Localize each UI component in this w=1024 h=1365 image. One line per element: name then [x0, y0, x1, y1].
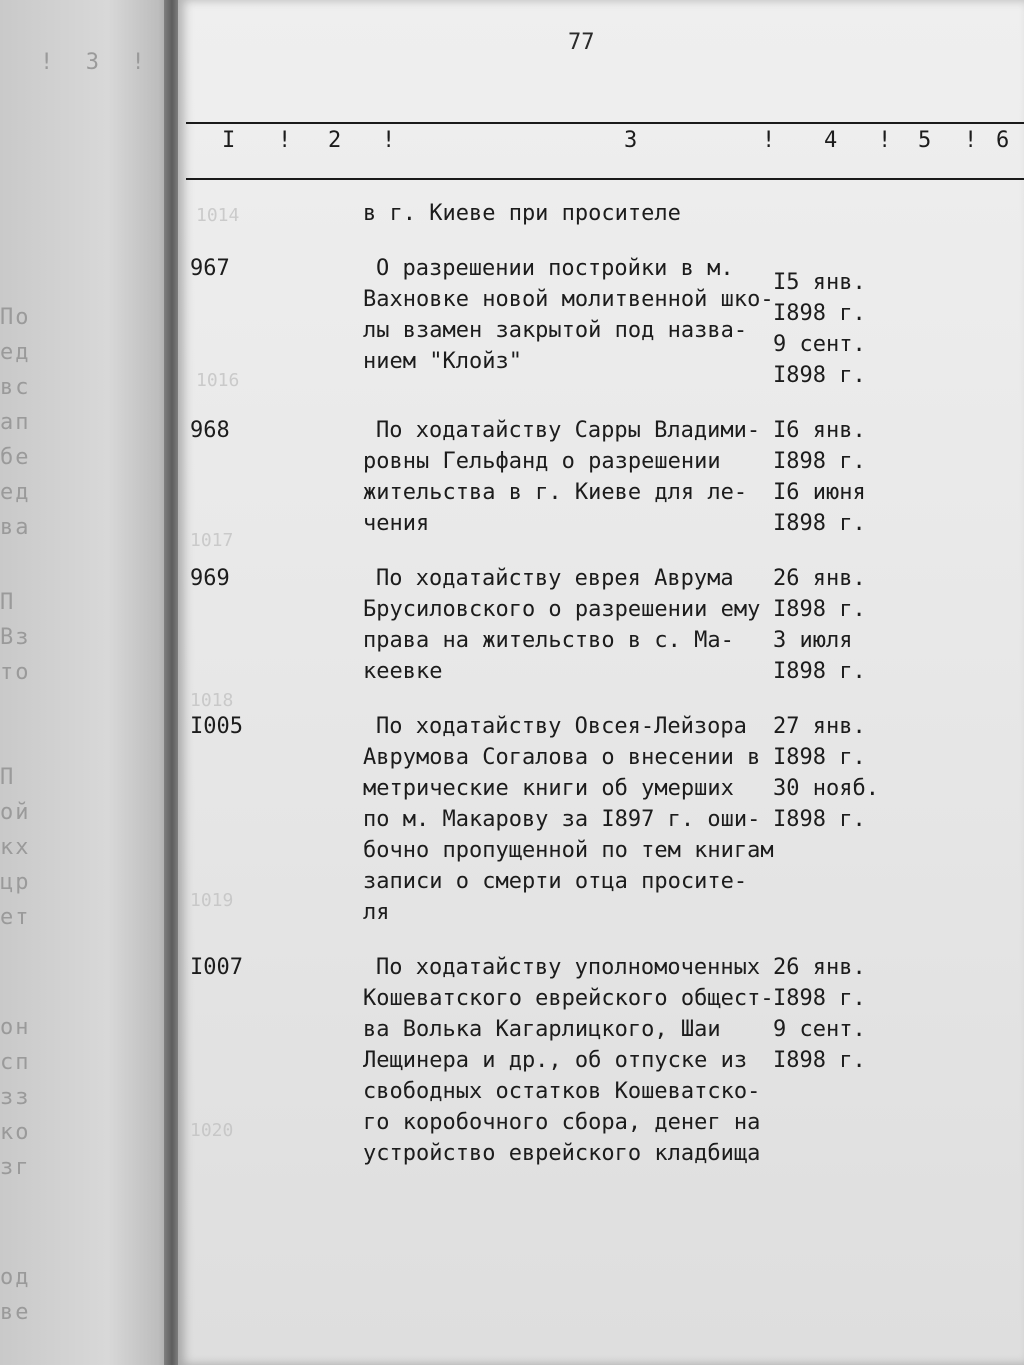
table-row	[178, 563, 1024, 687]
bleed-through-text: ко	[0, 1120, 31, 1145]
description-line: нием "Клойз"	[363, 349, 522, 374]
bleed-through-text: кх	[0, 835, 31, 860]
bleed-through-text: цр	[0, 870, 31, 895]
date-line: I898 г.	[773, 807, 866, 832]
description-line: Кошеватского еврейского общест-	[363, 986, 774, 1011]
bleed-through-text: ед	[0, 340, 31, 365]
bleed-through-text: ва	[0, 515, 31, 540]
column-header: I	[222, 128, 236, 153]
bleed-through-text: зз	[0, 1085, 31, 1110]
column-separator: !	[382, 128, 396, 153]
date-line: 9 сент.	[773, 332, 866, 357]
description-line: устройство еврейского кладбища	[363, 1141, 761, 1166]
date-line: 26 янв.	[773, 955, 866, 980]
date-line: I898 г.	[773, 745, 866, 770]
description-line: го коробочного сбора, денег на	[363, 1110, 761, 1135]
date-line: 9 сент.	[773, 1017, 866, 1042]
date-line: 26 янв.	[773, 566, 866, 591]
previous-page-edge	[0, 0, 180, 1365]
column-separator: !	[964, 128, 978, 153]
description-line: метрические книги об умерших	[363, 776, 734, 801]
bleed-through-text: 1019	[190, 890, 234, 911]
description-line: Аврумова Согалова о внесении в	[363, 745, 761, 770]
bleed-through-text: он	[0, 1015, 31, 1040]
description-line: жительства в г. Киеве для ле-	[363, 480, 748, 505]
date-line: I898 г.	[773, 511, 866, 536]
date-line: I898 г.	[773, 659, 866, 684]
description-line: свободных остатков Кошеватско-	[363, 1079, 761, 1104]
table-header-rule	[186, 178, 1024, 180]
entry-description	[363, 415, 773, 539]
table-row	[178, 711, 1024, 928]
document-page	[178, 0, 1024, 1365]
bleed-through-text: зг	[0, 1155, 31, 1180]
entry-description	[363, 253, 773, 377]
bleed-through-text: од	[0, 1265, 31, 1290]
bleed-through-text: По	[0, 305, 31, 330]
column-header: 5	[918, 128, 932, 153]
bleed-through-text: вс	[0, 375, 31, 400]
column-separator: !	[762, 128, 776, 153]
description-line: лы взамен закрытой под назва-	[363, 318, 748, 343]
entry-description	[363, 563, 773, 687]
description-line: бочно пропущенной по тем книгам	[363, 838, 774, 863]
column-header: 2	[328, 128, 342, 153]
bleed-through-text: ! 3 !	[40, 50, 147, 75]
description-line: По ходатайству Овсея-Лейзора	[376, 714, 747, 739]
bleed-through-text: 1017	[190, 530, 234, 551]
date-line: I5 янв.	[773, 270, 866, 295]
table-body	[178, 198, 1024, 1193]
description-line: записи о смерти отца просите-	[363, 869, 748, 894]
entry-description	[363, 198, 773, 229]
entry-dates	[773, 415, 883, 539]
continuation-row	[178, 198, 1024, 229]
column-header: 6	[996, 128, 1010, 153]
description-line: Лещинера и др., об отпуске из	[363, 1048, 748, 1073]
bleed-through-text: 1014	[196, 205, 240, 226]
entry-number: I007	[190, 955, 243, 980]
date-line: 27 янв.	[773, 714, 866, 739]
column-separator: !	[278, 128, 292, 153]
description-line: кеевке	[363, 659, 443, 684]
description-line: ва Волька Кагарлицкого, Шаи	[363, 1017, 721, 1042]
entry-description	[363, 711, 773, 928]
bleed-through-text: ап	[0, 410, 31, 435]
bleed-through-text: П	[0, 590, 16, 615]
description-line: По ходатайству уполномоченных	[376, 955, 761, 980]
bleed-through-text: 1016	[196, 370, 240, 391]
description-line: ровны Гельфанд о разрешении	[363, 449, 721, 474]
date-line: I898 г.	[773, 301, 866, 326]
bleed-through-text: ве	[0, 1300, 31, 1325]
column-header: 4	[824, 128, 838, 153]
bleed-through-text: сп	[0, 1050, 31, 1075]
bleed-through-text: ед	[0, 480, 31, 505]
description-line: по м. Макарову за I897 г. оши-	[363, 807, 761, 832]
entry-number: 968	[190, 418, 230, 443]
table-top-rule	[186, 122, 1024, 124]
bleed-through-text: П	[0, 765, 16, 790]
entry-description	[363, 952, 773, 1169]
bleed-through-text: то	[0, 660, 31, 685]
table-row	[178, 952, 1024, 1169]
date-line: 30 нояб.	[773, 776, 879, 801]
entry-number: 967	[190, 256, 230, 281]
bleed-through-text: ет	[0, 905, 31, 930]
date-line: I898 г.	[773, 597, 866, 622]
date-line: I898 г.	[773, 449, 866, 474]
description-line: По ходатайству Сарры Владими-	[376, 418, 761, 443]
date-line: 3 июля	[773, 628, 853, 653]
description-line: в г. Киеве при просителе	[363, 201, 681, 226]
description-line: чения	[363, 511, 430, 536]
date-line: I6 июня	[773, 480, 866, 505]
entry-number: 969	[190, 566, 230, 591]
table-row	[178, 253, 1024, 391]
date-line: I6 янв.	[773, 418, 866, 443]
bleed-through-text: Вз	[0, 625, 31, 650]
table-row	[178, 415, 1024, 539]
description-line: Брусиловского о разрешении ему	[363, 597, 761, 622]
date-line: I898 г.	[773, 1048, 866, 1073]
column-header: 3	[624, 128, 638, 153]
date-line: I898 г.	[773, 986, 866, 1011]
description-line: ля	[363, 900, 390, 925]
description-line: О разрешении постройки в м.	[376, 256, 734, 281]
bleed-through-text: ой	[0, 800, 31, 825]
description-line: Вахновке новой молитвенной шко-	[363, 287, 774, 312]
page-number: 77	[568, 30, 595, 55]
entry-dates	[773, 711, 883, 835]
date-line: I898 г.	[773, 363, 866, 388]
entry-number: I005	[190, 714, 243, 739]
entry-dates	[773, 952, 883, 1076]
bleed-through-text: 1020	[190, 1120, 234, 1141]
bleed-through-text: 1018	[190, 690, 234, 711]
description-line: права на жительство в с. Ма-	[363, 628, 734, 653]
bleed-through-text: бе	[0, 445, 31, 470]
description-line: По ходатайству еврея Аврума	[376, 566, 734, 591]
entry-dates	[773, 563, 883, 687]
column-separator: !	[878, 128, 892, 153]
entry-dates	[773, 253, 883, 391]
